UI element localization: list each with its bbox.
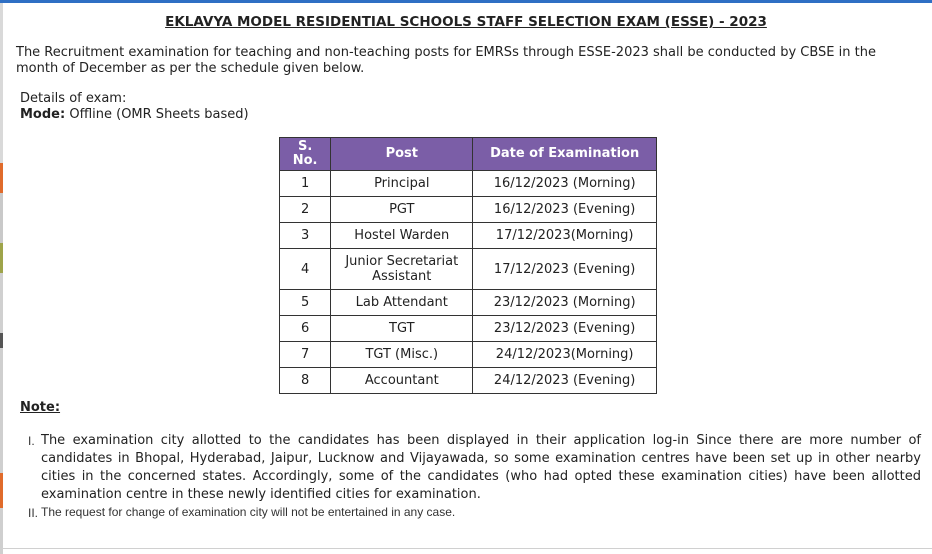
- page-title: EKLAVYA MODEL RESIDENTIAL SCHOOLS STAFF SELECTION EXAM (ESSE) - 2023: [165, 14, 767, 30]
- note-marker: II.: [28, 506, 39, 520]
- cell-post-line2: Assistant: [372, 269, 432, 284]
- note-heading: Note:: [20, 400, 61, 415]
- cell-post: Principal: [331, 171, 473, 197]
- note-item: [28, 432, 921, 504]
- table-row: [280, 223, 657, 249]
- table-row: [280, 368, 657, 394]
- intro-paragraph: The Recruitment examination for teaching and non-teaching posts for EMRSs through ESSE-2023 shall be conducted by CBSE in the month of December as per the schedule given below.: [16, 45, 876, 76]
- cell-post: Accountant: [331, 368, 473, 394]
- cell-sno: 5: [280, 290, 331, 316]
- details-label: Details of exam:: [20, 91, 127, 106]
- cell-sno: 3: [280, 223, 331, 249]
- note-list: [28, 432, 921, 522]
- cell-sno: 1: [280, 171, 331, 197]
- table-row: [280, 197, 657, 223]
- cell-date: 16/12/2023 (Evening): [473, 197, 657, 223]
- header-date: Date of Examination: [473, 138, 657, 171]
- cell-date: 23/12/2023 (Evening): [473, 316, 657, 342]
- left-edge-strip: [0, 3, 3, 554]
- table-row: [280, 290, 657, 316]
- mode-value: Offline (OMR Sheets based): [69, 107, 249, 122]
- note-marker: I.: [28, 434, 35, 448]
- cell-post: TGT (Misc.): [331, 342, 473, 368]
- cell-post: Lab Attendant: [331, 290, 473, 316]
- table-header-row: [280, 138, 657, 171]
- header-sno: [280, 138, 331, 171]
- cell-date: 24/12/2023 (Evening): [473, 368, 657, 394]
- table-row: [280, 249, 657, 290]
- mode-line: [20, 107, 249, 123]
- exam-details: [20, 91, 249, 123]
- cell-post: PGT: [331, 197, 473, 223]
- cell-post-line1: Junior Secretariat: [345, 254, 459, 269]
- cell-sno: 4: [280, 249, 331, 290]
- cell-sno: 8: [280, 368, 331, 394]
- note-text: The examination city allotted to the candidates has been displayed in their application log-in Since there are more number of candidates in Bhopal, Hyderabad, Jaipur, Lucknow and Vijayawada, so some examination centres have been set up in other nearby cities in the concerned states. Accordingly, some of the candidates (who had opted these examination cities) have been allotted examination centre in these newly identified cities for examination.: [41, 433, 921, 502]
- table-row: [280, 316, 657, 342]
- header-sno-line2: No.: [292, 153, 318, 168]
- cell-sno: 6: [280, 316, 331, 342]
- cell-date: 16/12/2023 (Morning): [473, 171, 657, 197]
- exam-schedule-table: [279, 137, 657, 394]
- cell-sno: 2: [280, 197, 331, 223]
- cell-post: [331, 249, 473, 290]
- cell-post: TGT: [331, 316, 473, 342]
- cell-date: 17/12/2023 (Evening): [473, 249, 657, 290]
- table-row: [280, 171, 657, 197]
- header-post: Post: [331, 138, 473, 171]
- note-item: [28, 504, 921, 522]
- mode-label: Mode:: [20, 107, 66, 122]
- note-text: The request for change of examination city will not be entertained in any case.: [41, 505, 456, 519]
- cell-post: Hostel Warden: [331, 223, 473, 249]
- cell-date: 17/12/2023(Morning): [473, 223, 657, 249]
- cell-sno: 7: [280, 342, 331, 368]
- top-border: [0, 0, 932, 3]
- cell-date: 23/12/2023 (Morning): [473, 290, 657, 316]
- header-sno-line1: S.: [297, 139, 313, 154]
- table-row: [280, 342, 657, 368]
- bottom-divider: [0, 548, 932, 549]
- cell-date: 24/12/2023(Morning): [473, 342, 657, 368]
